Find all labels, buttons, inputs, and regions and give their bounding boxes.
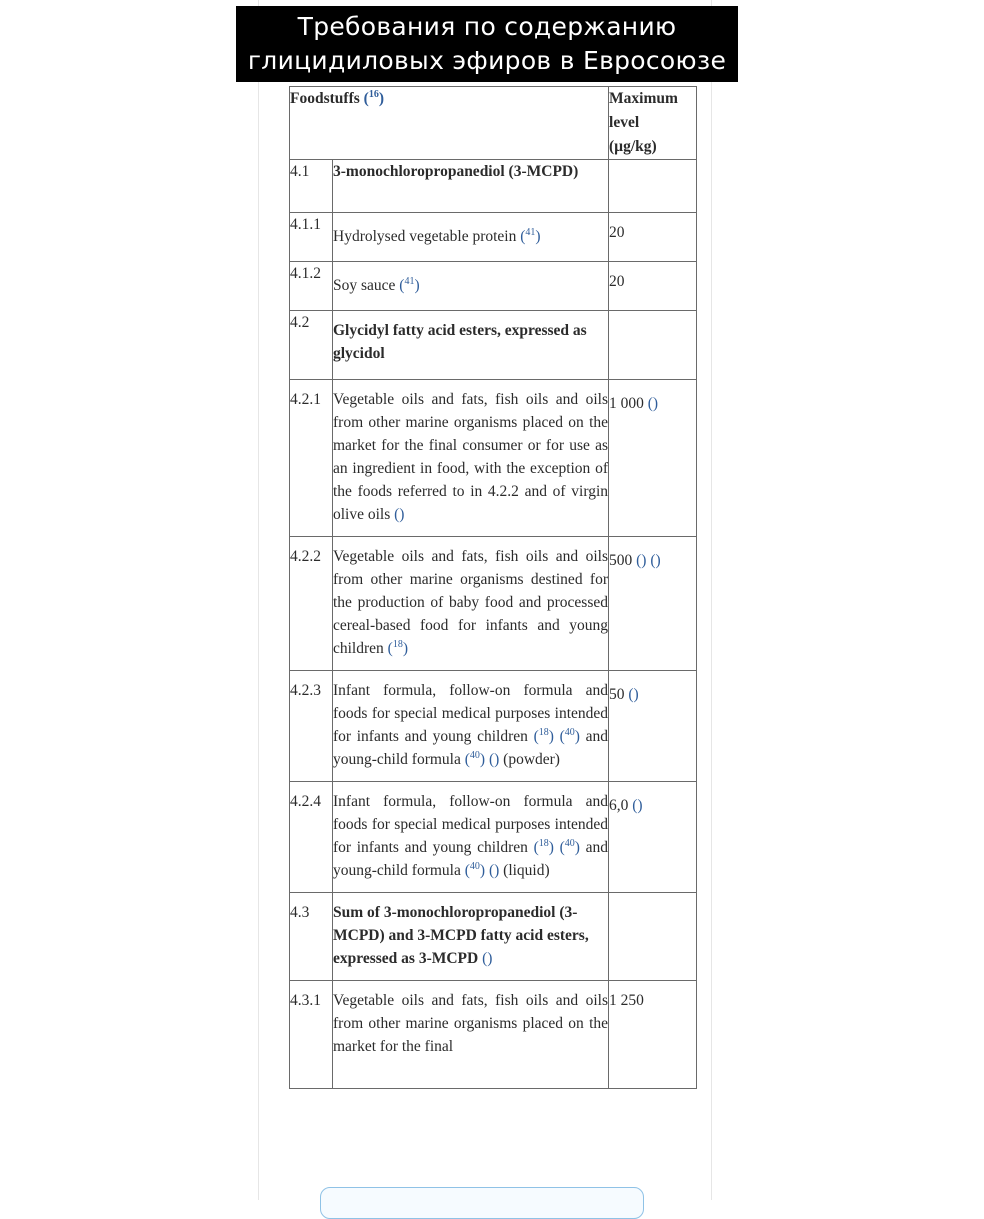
table-row: 4.1.1 Hydrolysed vegetable protein ($^{41}$) 20 bbox=[290, 213, 697, 262]
table-row: 4.2.2 Vegetable oils and fats, fish oils and oils from other marine organisms destined for the production of baby food and processed cereal-based food for infants and young children ($^{18}$) 500 () () bbox=[290, 537, 697, 671]
footnote-link[interactable]: ($^{16}$) bbox=[363, 88, 384, 107]
table-row: 4.1 3-monochloropropanediol (3-MCPD) bbox=[290, 160, 697, 213]
table-row: 4.3.1 Vegetable oils and fats, fish oils and oils from other marine organisms placed on the market for the final 1 250 bbox=[290, 981, 697, 1089]
table-header-row bbox=[290, 87, 697, 160]
footnote-link[interactable]: ($^{18}$) bbox=[533, 726, 554, 745]
table-row: 4.2.1 Vegetable oils and fats, fish oils and oils from other marine organisms placed on the market for the final consumer or for use as an ingredient in food, with the exception of the foods referred to in 4.2.2 and of virgin olive oils () 1 000 () bbox=[290, 380, 697, 537]
table-row: 4.2.4 Infant formula, follow-on formula and foods for special medical purposes intended for infants and young children ($^{18}$) ($^{40}$) and young-child formula ($^{40}$) () (liquid) 6,0 () bbox=[290, 782, 697, 893]
footnote-link[interactable]: ($^{40}$) bbox=[559, 837, 580, 856]
footnote-link[interactable]: ($^{40}$) bbox=[559, 726, 580, 745]
table-row: 4.2.3 Infant formula, follow-on formula and foods for special medical purposes intended for infants and young children ($^{18}$) ($^{40}$) and young-child formula ($^{40}$) () (powder) 50 () bbox=[290, 671, 697, 782]
section-heading: Glycidyl fatty acid esters, expressed as glycidol bbox=[333, 311, 609, 380]
footnote-link[interactable]: ($^{18}$) bbox=[533, 837, 554, 856]
footnote-link[interactable]: ($^{18}$) bbox=[387, 638, 409, 657]
maximum-level-header: Maximum level (µg/kg) bbox=[609, 87, 697, 160]
section-heading: 3-monochloropropanediol (3-MCPD) bbox=[333, 160, 609, 213]
foodstuffs-header: Foodstuffs ($^{16}$) bbox=[290, 87, 609, 160]
section-heading: Sum of 3-monochloropropanediol (3-MCPD) and 3-MCPD fatty acid esters, expressed as 3-MCPD () bbox=[333, 893, 609, 981]
footnote-link[interactable]: () bbox=[632, 797, 643, 814]
footnote-link[interactable]: ($^{40}$) bbox=[464, 860, 486, 879]
footnote-link[interactable]: () bbox=[628, 686, 639, 703]
footnote-link[interactable]: ($^{41}$) bbox=[520, 226, 541, 245]
footnote-link[interactable]: ($^{41}$) bbox=[399, 275, 420, 294]
bottom-floating-bar[interactable] bbox=[320, 1187, 644, 1219]
footnote-link[interactable]: () bbox=[636, 552, 647, 569]
title-line-2: глицидиловых эфиров в Евросоюзе bbox=[247, 46, 727, 75]
title-line-1: Требования по содержанию bbox=[297, 12, 677, 41]
footnote-link[interactable]: () bbox=[394, 506, 405, 523]
footnote-link[interactable]: () bbox=[482, 950, 493, 967]
footnote-link[interactable]: () bbox=[488, 862, 500, 879]
maximum-levels-table bbox=[289, 86, 697, 1089]
table-row: 4.1.2 Soy sauce ($^{41}$) 20 bbox=[290, 262, 697, 311]
table-row: 4.2 Glycidyl fatty acid esters, expressed as glycidol bbox=[290, 311, 697, 380]
footnote-link[interactable]: ($^{40}$) bbox=[464, 749, 486, 768]
footnote-link[interactable]: () bbox=[650, 552, 661, 569]
title-banner bbox=[236, 6, 738, 82]
footnote-link[interactable]: () bbox=[647, 395, 659, 412]
footnote-link[interactable]: () bbox=[488, 751, 500, 768]
table-row: 4.3 Sum of 3-monochloropropanediol (3-MCPD) and 3-MCPD fatty acid esters, expressed as 3-MCPD () bbox=[290, 893, 697, 981]
